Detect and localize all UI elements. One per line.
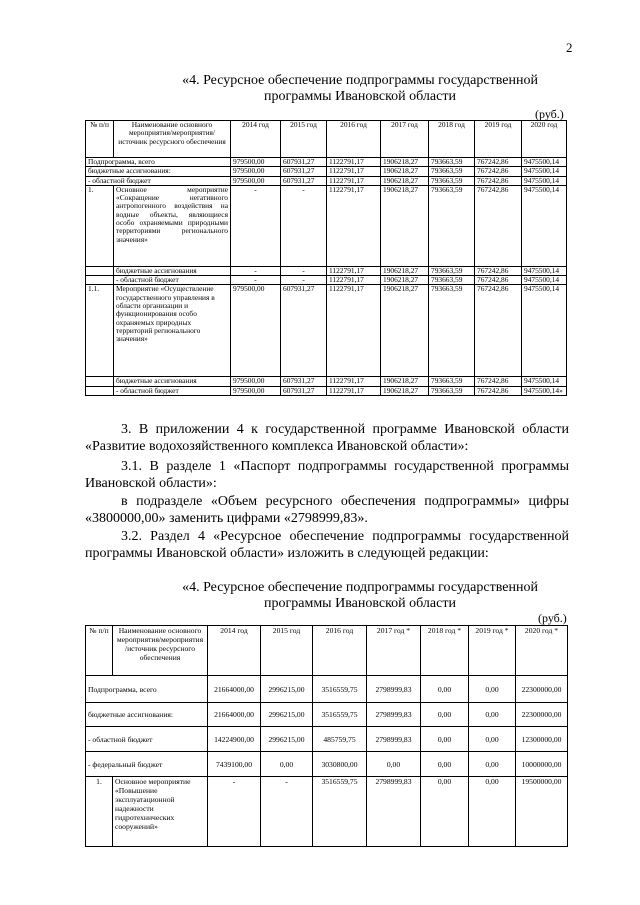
row-label: Подпрограмма, всего — [86, 158, 231, 167]
cell-value: 767242,86 — [475, 276, 522, 285]
cell-value: 2996215,00 — [261, 703, 313, 727]
cell-value: 1906218,27 — [381, 377, 429, 386]
row-label: Основное мероприятие «Сокращение негативного антропогенного воздействия на водные объекты, являющиеся особо охраняемыми природными территориями регионального значения» — [114, 185, 231, 266]
row-label: Подпрограмма, всего — [86, 676, 208, 703]
table2-header-name: Наименование основного мероприятия/мероприятия /источник ресурсного обеспечения — [113, 626, 208, 676]
cell-value: 3030800,00 — [313, 752, 367, 777]
cell-value: 1906218,27 — [381, 276, 429, 285]
table-row — [86, 176, 567, 185]
row-num — [86, 386, 114, 395]
cell-value: 3516559,75 — [313, 703, 367, 727]
table-row — [86, 727, 568, 752]
cell-value: 767242,86 — [475, 285, 522, 377]
table1-header-2019: 2019 год — [475, 121, 522, 158]
cell-value: 10000000,00 — [516, 752, 568, 777]
cell-value: 9475500,14 — [522, 285, 567, 377]
paragraph-3-1: 3.1. В разделе 1 «Паспорт подпрограммы государственной программы Ивановской области»: — [85, 459, 569, 491]
section2-unit: (руб.) — [538, 611, 567, 625]
section2-title — [150, 580, 570, 612]
cell-value: 793663,59 — [429, 276, 475, 285]
row-label: бюджетные ассигнования — [114, 266, 231, 275]
row-num — [86, 276, 114, 285]
cell-value: 0,00 — [469, 703, 516, 727]
cell-value: 2798999,83 — [367, 676, 421, 703]
cell-value: - — [281, 266, 327, 275]
cell-value: 2996215,00 — [261, 727, 313, 752]
resource-table-2 — [85, 625, 568, 847]
table-row — [86, 266, 567, 275]
cell-value: 0,00 — [421, 777, 469, 847]
cell-value: 793663,59 — [429, 185, 475, 266]
row-label: - областной бюджет — [86, 727, 208, 752]
cell-value: 0,00 — [421, 676, 469, 703]
cell-value: 9475500,14 — [522, 276, 567, 285]
cell-value: 767242,86 — [475, 386, 522, 395]
cell-value: 793663,59 — [429, 176, 475, 185]
cell-value: 1906218,27 — [381, 158, 429, 167]
row-label: - областной бюджет — [114, 276, 231, 285]
table2-header-2015: 2015 год — [261, 626, 313, 676]
section1-title — [150, 73, 570, 105]
cell-value: 1122791,17 — [327, 276, 381, 285]
cell-value: 9475500,14 — [522, 266, 567, 275]
table1-header-name: Наименование основного мероприятия/мероприятия/ источник ресурсного обеспечения — [114, 121, 231, 158]
row-label: бюджетные ассигнования: — [86, 167, 231, 176]
cell-value: - — [281, 185, 327, 266]
cell-value: 1906218,27 — [381, 176, 429, 185]
row-num: 1.1. — [86, 285, 114, 377]
cell-value: 767242,86 — [475, 185, 522, 266]
cell-value: - — [261, 777, 313, 847]
table-row — [86, 777, 568, 847]
cell-value: 0,00 — [421, 752, 469, 777]
table1-header-2014: 2014 год — [231, 121, 281, 158]
cell-value: 1906218,27 — [381, 185, 429, 266]
table1-header-2016: 2016 год — [327, 121, 381, 158]
cell-value: 3516559,75 — [313, 676, 367, 703]
cell-value: 607931,27 — [281, 167, 327, 176]
cell-value: 607931,27 — [281, 285, 327, 377]
cell-value: 1906218,27 — [381, 167, 429, 176]
cell-value: 9475500,14 — [522, 176, 567, 185]
cell-value: 767242,86 — [475, 377, 522, 386]
cell-value: 793663,59 — [429, 285, 475, 377]
table-row — [86, 285, 567, 377]
cell-value: 21664000,00 — [208, 676, 261, 703]
cell-value: 1906218,27 — [381, 285, 429, 377]
cell-value: 607931,27 — [281, 386, 327, 395]
cell-value: 767242,86 — [475, 167, 522, 176]
cell-value: 1122791,17 — [327, 176, 381, 185]
cell-value: 22300000,00 — [516, 703, 568, 727]
table1-header-row — [86, 121, 567, 158]
table-row — [86, 167, 567, 176]
table-row — [86, 276, 567, 285]
page-number: 2 — [566, 40, 573, 55]
section1-unit: (руб.) — [535, 107, 564, 121]
cell-value: 0,00 — [469, 676, 516, 703]
table2-header-2016: 2016 год — [313, 626, 367, 676]
cell-value: 1122791,17 — [327, 386, 381, 395]
cell-value: 979500,00 — [231, 176, 281, 185]
table2-header-2019: 2019 год * — [469, 626, 516, 676]
row-num: 1. — [86, 777, 113, 847]
cell-value: 14224900,00 — [208, 727, 261, 752]
row-label: бюджетные ассигнования — [114, 377, 231, 386]
table1-header-2017: 2017 год — [381, 121, 429, 158]
cell-value: 0,00 — [469, 752, 516, 777]
cell-value: 9475500,14 — [522, 158, 567, 167]
cell-value: 607931,27 — [281, 158, 327, 167]
cell-value: 9475500,14 — [522, 377, 567, 386]
cell-value: 1122791,17 — [327, 285, 381, 377]
cell-value: - — [208, 777, 261, 847]
cell-value: 979500,00 — [231, 285, 281, 377]
cell-value: 0,00 — [261, 752, 313, 777]
cell-value: 7439100,00 — [208, 752, 261, 777]
cell-value: 979500,00 — [231, 377, 281, 386]
cell-value: 0,00 — [421, 703, 469, 727]
row-label: бюджетные ассигнования: — [86, 703, 208, 727]
cell-value: 1122791,17 — [327, 185, 381, 266]
cell-value: 9475500,14» — [522, 386, 567, 395]
cell-value: 767242,86 — [475, 176, 522, 185]
cell-value: 607931,27 — [281, 377, 327, 386]
cell-value: 1906218,27 — [381, 386, 429, 395]
cell-value: 767242,86 — [475, 266, 522, 275]
cell-value: 1122791,17 — [327, 266, 381, 275]
cell-value: 9475500,14 — [522, 185, 567, 266]
row-num — [86, 266, 114, 275]
table-row — [86, 676, 568, 703]
table-row — [86, 752, 568, 777]
cell-value: 0,00 — [469, 777, 516, 847]
section1-title-line1: «4. Ресурсное обеспечение подпрограммы государственной — [182, 73, 538, 88]
table1-header-2018: 2018 год — [429, 121, 475, 158]
paragraph-3-2: 3.2. Раздел 4 «Ресурсное обеспечение подпрограммы государственной программы Ивановской области» изложить в следующей редакции: — [85, 529, 569, 561]
table1-header-2015: 2015 год — [281, 121, 327, 158]
resource-table-1 — [85, 120, 567, 396]
cell-value: 607931,27 — [281, 176, 327, 185]
paragraph-3: 3. В приложении 4 к государственной программе Ивановской области «Развитие водохозяйственного комплекса Ивановской области»: — [85, 422, 569, 454]
cell-value: 1122791,17 — [327, 377, 381, 386]
cell-value: 1906218,27 — [381, 266, 429, 275]
table-row — [86, 703, 568, 727]
cell-value: 979500,00 — [231, 386, 281, 395]
table1-header-2020: 2020 год — [522, 121, 567, 158]
cell-value: 793663,59 — [429, 266, 475, 275]
cell-value: 793663,59 — [429, 158, 475, 167]
cell-value: 0,00 — [421, 727, 469, 752]
table2-header-2017: 2017 год * — [367, 626, 421, 676]
cell-value: 793663,59 — [429, 386, 475, 395]
table2-header-row — [86, 626, 568, 676]
row-label: Мероприятие «Осуществление государственного управления в области организации и функционирования особо охраняемых природных территорий регионального значения» — [114, 285, 231, 377]
cell-value: 21664000,00 — [208, 703, 261, 727]
cell-value: 19500000,00 — [516, 777, 568, 847]
cell-value: 767242,86 — [475, 158, 522, 167]
cell-value: 793663,59 — [429, 377, 475, 386]
table-row — [86, 377, 567, 386]
table2-header-2018: 2018 год * — [421, 626, 469, 676]
row-label: - областной бюджет — [86, 176, 231, 185]
cell-value: 2798999,83 — [367, 777, 421, 847]
row-num — [86, 377, 114, 386]
cell-value: 9475500,14 — [522, 167, 567, 176]
section2-title-line1: «4. Ресурсное обеспечение подпрограммы государственной — [182, 580, 538, 595]
cell-value: 3516559,75 — [313, 777, 367, 847]
cell-value: 1122791,17 — [327, 167, 381, 176]
cell-value: 2996215,00 — [261, 676, 313, 703]
cell-value: 2798999,83 — [367, 703, 421, 727]
row-label: - федеральный бюджет — [86, 752, 208, 777]
cell-value: 22300000,00 — [516, 676, 568, 703]
cell-value: 979500,00 — [231, 158, 281, 167]
cell-value: 979500,00 — [231, 167, 281, 176]
section2-title-line2: программы Ивановской области — [264, 596, 456, 611]
cell-value: - — [231, 276, 281, 285]
table1-header-num: № п/п — [86, 121, 114, 158]
cell-value: 793663,59 — [429, 167, 475, 176]
row-label: Основное мероприятие «Повышение эксплуатационной надежности гидротехнических сооружений» — [113, 777, 208, 847]
row-label: - областной бюджет — [114, 386, 231, 395]
cell-value: 485759,75 — [313, 727, 367, 752]
paragraph-subsection: в подразделе «Объем ресурсного обеспечения подпрограммы» цифры «3800000,00» заменить цифрами «2798999,83». — [85, 494, 569, 526]
cell-value: - — [231, 185, 281, 266]
table-row — [86, 386, 567, 395]
row-num: 1. — [86, 185, 114, 266]
cell-value: 12300000,00 — [516, 727, 568, 752]
cell-value: - — [231, 266, 281, 275]
cell-value: - — [281, 276, 327, 285]
table2-header-2020: 2020 год * — [516, 626, 568, 676]
section1-title-line2: программы Ивановской области — [264, 89, 456, 104]
table2-header-2014: 2014 год — [208, 626, 261, 676]
table2-header-num: № п/п — [86, 626, 113, 676]
table-row — [86, 158, 567, 167]
table-row — [86, 185, 567, 266]
cell-value: 2798999,83 — [367, 727, 421, 752]
cell-value: 1122791,17 — [327, 158, 381, 167]
cell-value: 0,00 — [367, 752, 421, 777]
cell-value: 0,00 — [469, 727, 516, 752]
